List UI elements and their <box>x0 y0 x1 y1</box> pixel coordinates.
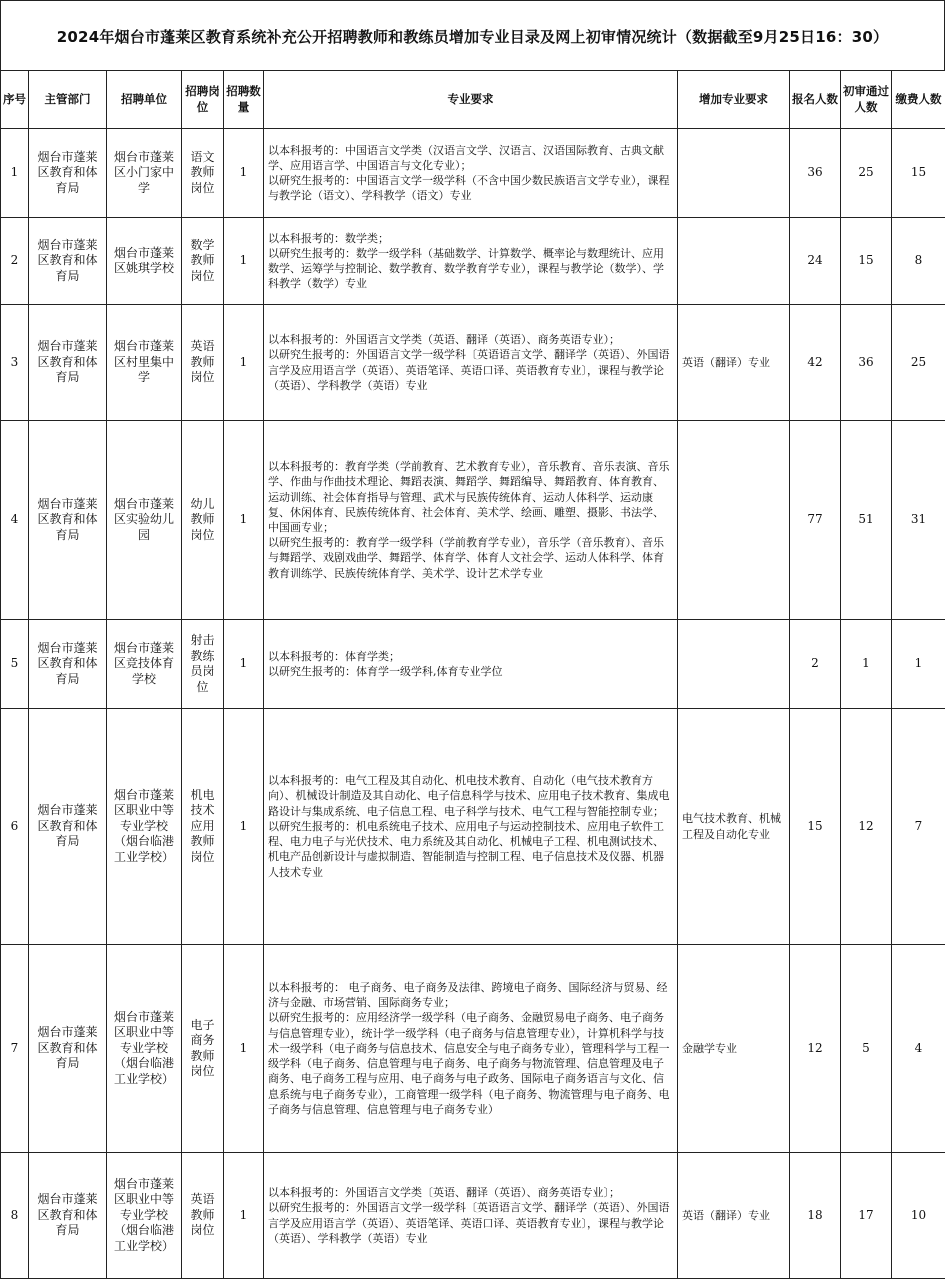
cell-applicants: 18 <box>790 1153 841 1279</box>
cell-seq: 7 <box>1 945 29 1153</box>
cell-requirements: 以本科报考的： 电子商务、电子商务及法律、跨境电子商务、国际经济与贸易、经济与金融、市场营销、国际商务专业； 以研究生报考的：应用经济学一级学科（电子商务、金融贸易电子商务、电子商务与信息管理专业），统计学一级学科（电子商务与信息管理专业），计算机科学与技术一级学科（电子商务与信息技术、信息安全与电子商务专业），管理科学与工程一级学科（电子商务、信息管理与电子商务、电子商务与物流管理、信息管理及电子商务、电子商务工程与应用、电子商务与电子政务、国际电子商务语言与文化、信息系统与电子商务专业），工商管理一级学科（电子商务、物流管理与电子商务、电子商务与信息管理、信息管理与电子商务专业） <box>264 945 678 1153</box>
cell-unit: 烟台市蓬莱区小门家中学 <box>107 129 182 218</box>
cell-seq: 2 <box>1 218 29 305</box>
cell-post: 幼儿教师岗位 <box>182 421 224 620</box>
cell-requirements: 以本科报考的：外国语言文学类（英语、翻译（英语）、商务英语专业）； 以研究生报考的：外国语言文学一级学科〔英语语言文学、翻译学（英语）、外国语言学及应用语言学（英语）、英语笔译、英语口译、英语教育专业〕，课程与教学论（英语）、学科教学（英语）专业 <box>264 305 678 421</box>
header-applicants: 报名人数 <box>790 71 841 129</box>
cell-seq: 8 <box>1 1153 29 1279</box>
cell-paid: 7 <box>892 709 945 945</box>
header-count: 招聘数量 <box>224 71 264 129</box>
cell-post: 英语教师岗位 <box>182 1153 224 1279</box>
cell-applicants: 36 <box>790 129 841 218</box>
cell-post: 电子商务教师岗位 <box>182 945 224 1153</box>
cell-extra-requirements: 金融学专业 <box>678 945 790 1153</box>
cell-applicants: 42 <box>790 305 841 421</box>
cell-applicants: 12 <box>790 945 841 1153</box>
cell-count: 1 <box>224 129 264 218</box>
header-post: 招聘岗位 <box>182 71 224 129</box>
table-row <box>1 421 945 620</box>
cell-post: 数学教师岗位 <box>182 218 224 305</box>
cell-extra-requirements <box>678 421 790 620</box>
cell-unit: 烟台市蓬莱区实验幼儿园 <box>107 421 182 620</box>
cell-passed: 17 <box>841 1153 892 1279</box>
cell-count: 1 <box>224 620 264 709</box>
cell-extra-requirements <box>678 129 790 218</box>
cell-passed: 5 <box>841 945 892 1153</box>
cell-passed: 12 <box>841 709 892 945</box>
cell-paid: 31 <box>892 421 945 620</box>
table-row <box>1 305 945 421</box>
cell-paid: 25 <box>892 305 945 421</box>
cell-passed: 15 <box>841 218 892 305</box>
cell-paid: 8 <box>892 218 945 305</box>
cell-seq: 3 <box>1 305 29 421</box>
cell-dept: 烟台市蓬莱区教育和体育局 <box>29 218 107 305</box>
cell-post: 英语教师岗位 <box>182 305 224 421</box>
cell-dept: 烟台市蓬莱区教育和体育局 <box>29 421 107 620</box>
cell-paid: 1 <box>892 620 945 709</box>
cell-post: 射击教练员岗位 <box>182 620 224 709</box>
header-requirements: 专业要求 <box>264 71 678 129</box>
cell-extra-requirements <box>678 620 790 709</box>
cell-dept: 烟台市蓬莱区教育和体育局 <box>29 129 107 218</box>
header-unit: 招聘单位 <box>107 71 182 129</box>
cell-unit: 烟台市蓬莱区竞技体育学校 <box>107 620 182 709</box>
cell-requirements: 以本科报考的：电气工程及其自动化、机电技术教育、自动化（电气技术教育方向）、机械设计制造及其自动化、电子信息科学与技术、应用电子技术教育、集成电路设计与集成系统、电子信息工程、电子科学与技术、电气工程与智能控制专业； 以研究生报考的：机电系统电子技术、应用电子与运动控制技术、应用电子软件工程、电力电子与光伏技术、电力系统及其自动化、机械电子工程、机电测试技术、机电产品创新设计与虚拟制造、智能制造与控制工程、电子信息技术及仪器、机器人技术专业 <box>264 709 678 945</box>
cell-post: 机电技术应用教师岗位 <box>182 709 224 945</box>
cell-extra-requirements <box>678 218 790 305</box>
cell-count: 1 <box>224 1153 264 1279</box>
header-passed: 初审通过人数 <box>841 71 892 129</box>
table-row <box>1 945 945 1153</box>
cell-post: 语文教师岗位 <box>182 129 224 218</box>
cell-unit: 烟台市蓬莱区职业中等专业学校（烟台临港工业学校） <box>107 709 182 945</box>
cell-applicants: 15 <box>790 709 841 945</box>
table-row <box>1 218 945 305</box>
cell-paid: 10 <box>892 1153 945 1279</box>
cell-count: 1 <box>224 421 264 620</box>
header-extra-requirements: 增加专业要求 <box>678 71 790 129</box>
cell-paid: 4 <box>892 945 945 1153</box>
header-row <box>1 71 945 129</box>
table-row <box>1 1153 945 1279</box>
cell-unit: 烟台市蓬莱区职业中等专业学校（烟台临港工业学校） <box>107 1153 182 1279</box>
cell-unit: 烟台市蓬莱区村里集中学 <box>107 305 182 421</box>
header-paid: 缴费人数 <box>892 71 945 129</box>
cell-dept: 烟台市蓬莱区教育和体育局 <box>29 945 107 1153</box>
cell-seq: 6 <box>1 709 29 945</box>
cell-applicants: 24 <box>790 218 841 305</box>
table-row <box>1 709 945 945</box>
cell-applicants: 2 <box>790 620 841 709</box>
cell-unit: 烟台市蓬莱区姚琪学校 <box>107 218 182 305</box>
cell-extra-requirements: 英语（翻译）专业 <box>678 305 790 421</box>
cell-extra-requirements: 电气技术教育、机械工程及自动化专业 <box>678 709 790 945</box>
cell-applicants: 77 <box>790 421 841 620</box>
cell-requirements: 以本科报考的：教育学类（学前教育、艺术教育专业），音乐教育、音乐表演、音乐学、作曲与作曲技术理论、舞蹈表演、舞蹈学、舞蹈编导、舞蹈教育、体育教育、运动训练、社会体育指导与管理、武术与民族传统体育、运动人体科学、运动康复、休闲体育、民族传统体育、社会体育、美术学、绘画、雕塑、摄影、书法学、中国画专业； 以研究生报考的：教育学一级学科（学前教育学专业），音乐学（音乐教育）、音乐与舞蹈学、戏剧戏曲学、舞蹈学、体育学、体育人文社会学、运动人体科学、体育教育训练学、民族传统体育学、美术学、设计艺术学专业 <box>264 421 678 620</box>
cell-seq: 5 <box>1 620 29 709</box>
cell-requirements: 以本科报考的：数学类； 以研究生报考的：数学一级学科（基础数学、计算数学、概率论与数理统计、应用数学、运筹学与控制论、数学教育、数学教育学专业），课程与教学论（数学）、学科教学（数学）专业 <box>264 218 678 305</box>
table-row <box>1 620 945 709</box>
cell-count: 1 <box>224 945 264 1153</box>
cell-requirements: 以本科报考的：外国语言文学类〔英语、翻译（英语）、商务英语专业〕； 以研究生报考的：外国语言文学一级学科〔英语语言文学、翻译学（英语）、外国语言学及应用语言学（英语）、英语笔译、英语口译、英语教育专业〕，课程与教学论（英语）、学科教学（英语）专业 <box>264 1153 678 1279</box>
cell-passed: 1 <box>841 620 892 709</box>
header-seq: 序号 <box>1 71 29 129</box>
cell-seq: 4 <box>1 421 29 620</box>
cell-count: 1 <box>224 218 264 305</box>
cell-extra-requirements: 英语（翻译）专业 <box>678 1153 790 1279</box>
cell-count: 1 <box>224 305 264 421</box>
cell-passed: 51 <box>841 421 892 620</box>
cell-paid: 15 <box>892 129 945 218</box>
cell-requirements: 以本科报考的：体育学类； 以研究生报考的：体育学一级学科,体育专业学位 <box>264 620 678 709</box>
cell-count: 1 <box>224 709 264 945</box>
cell-unit: 烟台市蓬莱区职业中等专业学校（烟台临港工业学校） <box>107 945 182 1153</box>
cell-dept: 烟台市蓬莱区教育和体育局 <box>29 709 107 945</box>
table-row <box>1 129 945 218</box>
page-title: 2024年烟台市蓬莱区教育系统补充公开招聘教师和教练员增加专业目录及网上初审情况统计（数据截至9月25日16：30） <box>0 0 945 71</box>
cell-passed: 25 <box>841 129 892 218</box>
cell-dept: 烟台市蓬莱区教育和体育局 <box>29 620 107 709</box>
recruitment-table <box>0 70 945 1279</box>
cell-seq: 1 <box>1 129 29 218</box>
cell-requirements: 以本科报考的：中国语言文学类（汉语言文学、汉语言、汉语国际教育、古典文献学、应用语言学、中国语言与文化专业）； 以研究生报考的：中国语言文学一级学科（不含中国少数民族语言文学专业），课程与教学论（语文）、学科教学（语文）专业 <box>264 129 678 218</box>
cell-dept: 烟台市蓬莱区教育和体育局 <box>29 305 107 421</box>
cell-dept: 烟台市蓬莱区教育和体育局 <box>29 1153 107 1279</box>
cell-passed: 36 <box>841 305 892 421</box>
header-dept: 主管部门 <box>29 71 107 129</box>
